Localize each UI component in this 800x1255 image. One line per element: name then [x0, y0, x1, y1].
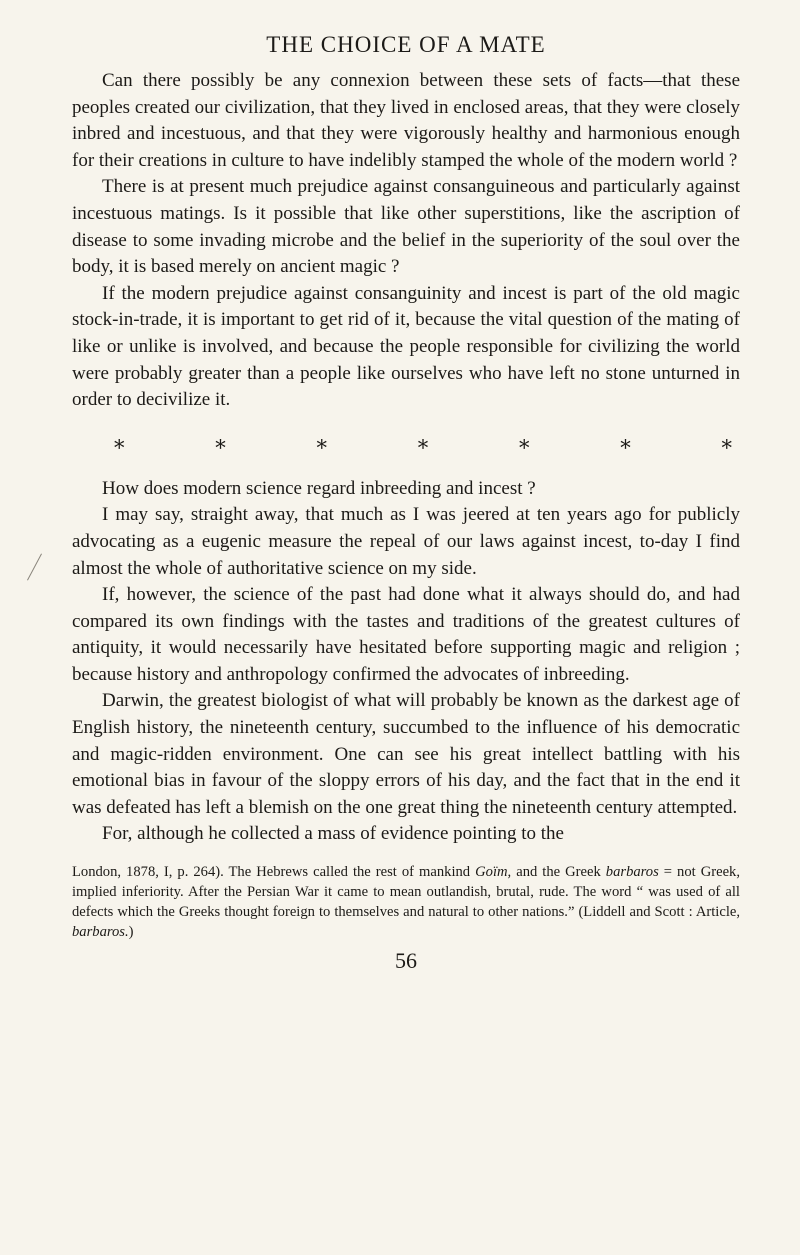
footnote-italic: barbaros.	[72, 924, 129, 941]
paragraph: If the modern prejudice against consanguinity and incest is part of the old magic stock-in-trade, it is important to get rid of it, because the vital question of the mating of like or unlike is involved, and because the people responsible for civilizing the world were probably greater than a people like ourselves who have left no stone unturned in order to decivilize it.	[72, 282, 740, 411]
paragraph: How does modern science regard inbreeding and incest ?	[102, 477, 536, 499]
paragraph: For, although he collected a mass of evidence pointing to the	[102, 823, 564, 845]
body-text	[72, 68, 740, 848]
footnote-text: and the Greek	[511, 864, 606, 881]
section-break-star: *	[215, 435, 226, 460]
section-break-star: *	[721, 435, 732, 460]
paragraph: Can there possibly be any connexion between these sets of facts—that these peoples created our civilization, that they lived in enclosed areas, that they were closely inbred and incestuous, and that they were vigorously healthy and harmonious enough for their creations in culture to have indelibly stamped the whole of the modern world ?	[72, 70, 740, 171]
footnote-italic: Goïm,	[475, 864, 512, 881]
margin-pencil-mark	[27, 554, 42, 581]
book-page	[72, 32, 740, 974]
footnote-text: = not Greek, implied inferiority. After the Persian War it came to mean outlandish, brutal, rude. The word “ was used of all defects which the Greeks thought foreign to themselves and natural to other nations.” (Liddell and Scott : Article,	[72, 864, 740, 921]
paragraph: There is at present much prejudice against consanguineous and particularly against incestuous matings. Is it possible that like other superstitions, like the ascription of disease to some invading microbe and the belief in the superiority of the soul over the body, it is based merely on ancient magic ?	[72, 176, 740, 278]
section-break	[72, 436, 740, 460]
footnote	[72, 862, 740, 942]
section-break-star: *	[316, 435, 327, 460]
footnote-text: )	[128, 924, 134, 941]
page-number: 56	[395, 948, 417, 974]
section-break-star: *	[114, 435, 125, 460]
footnote-italic: barbaros	[605, 864, 659, 881]
running-head: THE CHOICE OF A MATE	[266, 32, 546, 57]
footnote-text: London, 1878, I, p. 264). The Hebrews called the rest of mankind	[72, 864, 476, 881]
section-break-star: *	[519, 435, 530, 460]
paragraph: If, however, the science of the past had done what it always should do, and had compared its own findings with the tastes and traditions of the greatest cultures of antiquity, it would necessarily have hesitated before supporting magic and religion ; because history and anthropology confirmed the advocates of inbreeding.	[72, 584, 740, 685]
section-break-star: *	[620, 435, 631, 460]
paragraph: Darwin, the greatest biologist of what will probably be known as the darkest age of English history, the nineteenth century, succumbed to the influence of his democratic and magic-ridden environment. One can see his great intellect battling with his emotional bias in favour of the sloppy errors of his day, and the fact that in the end it was defeated has left a blemish on the one great thing the nineteenth century attempted.	[72, 690, 740, 818]
paragraph: I may say, straight away, that much as I was jeered at ten years ago for publicly advocating as a eugenic measure the repeal of our laws against incest, to-day I find almost the whole of authoritative science on my side.	[72, 504, 740, 579]
section-break-star: *	[417, 435, 429, 460]
